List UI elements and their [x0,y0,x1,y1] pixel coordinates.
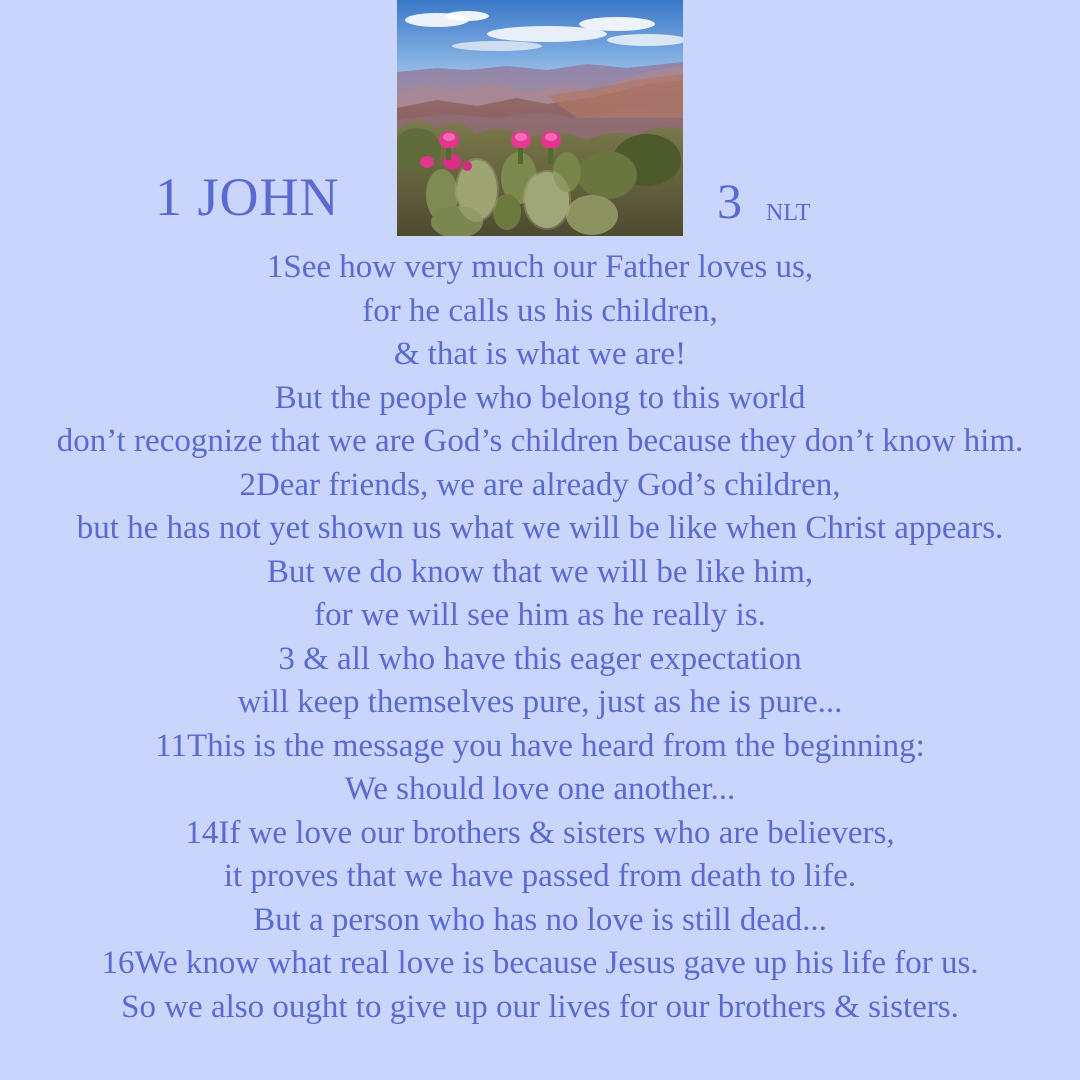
verse-line: it proves that we have passed from death to life. [223,858,857,894]
verse-line: 16We know what real love is because Jesus gave up his life for us. [101,945,979,981]
verse-line: 11This is the message you have heard from the beginning: [155,727,925,764]
title-header [0,0,1080,240]
verse-line: 1See how very much our Father loves us, [266,249,814,285]
verse-line: We should love one another... [344,771,736,807]
verse-line: But we do know that we will be like him, [266,553,814,590]
verse-line: But a person who has no love is still dead... [253,901,827,938]
verse-line: 3 & all who have this eager expectation [278,640,802,677]
chapter-number: 3 [717,173,742,229]
book-title: 1 JOHN [155,167,340,227]
verse-line: So we also ought to give up our lives for our brothers & sisters. [121,988,959,1025]
verse-line: & that is what we are! [393,336,687,372]
verse-line: for we will see him as he really is. [314,597,766,633]
verse-line: 2Dear friends, we are already God’s children, [239,466,841,503]
verse-line: don’t recognize that we are God’s children because they don’t know him. [56,423,1024,459]
desert-canyon-cactus-photo [397,0,683,236]
verse-line: for he calls us his children, [362,292,718,329]
photo-illustration [397,0,683,236]
verse-line: but he has not yet shown us what we will be like when Christ appears. [76,510,1004,546]
scripture-text [0,246,1080,1029]
verse-line: 14If we love our brothers & sisters who are believers, [185,814,895,851]
verse-line: But the people who belong to this world [274,379,806,416]
translation-label: NLT [766,200,811,226]
verse-line: will keep themselves pure, just as he is pure... [237,684,843,720]
